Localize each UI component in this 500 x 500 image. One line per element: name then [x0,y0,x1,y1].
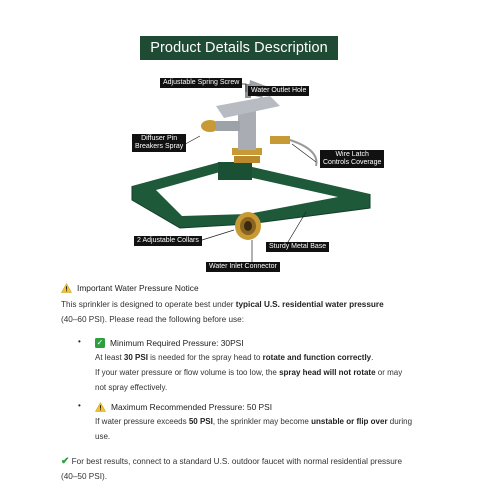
pressure-list [78,335,458,444]
wire-latch [270,136,290,144]
tip-text-2: (40–50 PSI). [61,472,107,481]
collar-bottom [234,156,260,163]
bold-text: rotate and function correctly [262,353,372,362]
min-pressure-title: Minimum Required Pressure: 30PSI [110,337,244,348]
intro-bold: typical U.S. residential water pressure [235,300,384,309]
notice-title: Important Water Pressure Notice [77,283,199,293]
text: use. [95,432,111,441]
text: or may [375,368,403,377]
text: not spray effectively. [95,383,168,392]
warning-icon [61,283,72,293]
best-results-tip [61,454,451,484]
label-spring-screw: Adjustable Spring Screw [160,78,242,88]
label-outlet-hole: Water Outlet Hole [248,86,309,96]
list-item-max-pressure [78,399,458,444]
inlet-connector [235,212,261,240]
bullet-dot: • [78,401,81,410]
page-title: Product Details Description [140,36,338,60]
text: If your water pressure or flow volume is too low, the [95,368,280,377]
bullet-dot: • [78,337,81,346]
min-pressure-body [95,350,458,395]
label-inlet: Water Inlet Connector [206,262,280,272]
tip-text: For best results, connect to a standard U.S. outdoor faucet with normal residential pressure [71,457,403,466]
notice-heading [61,283,451,293]
min-pressure-heading [95,335,458,350]
intro-text-2: (40–60 PSI). Please read the following before use: [61,315,244,324]
check-box-icon: ✓ [96,337,104,347]
text: At least [95,353,124,362]
max-pressure-heading [95,399,458,414]
max-pressure-body [95,414,458,444]
text: during [387,417,413,426]
text: . [371,353,374,362]
product-diagram [120,66,390,276]
text: , the sprinkler may become [212,417,312,426]
label-diffuser-line1: Diffuser Pin [141,135,178,142]
bold-text: unstable or flip over [311,417,388,426]
intro-text: This sprinkler is designed to operate best under [61,300,236,309]
label-diffuser [132,134,186,152]
label-diffuser-line2: Breakers Spray [135,143,184,150]
check-icon: ✔ [61,456,70,467]
label-wire-latch [320,150,384,168]
list-item-min-pressure [78,335,458,395]
label-base: Sturdy Metal Base [266,242,329,252]
text: If water pressure exceeds [95,417,189,426]
label-collars: 2 Adjustable Collars [134,236,202,246]
label-latch-line2: Controls Coverage [323,159,382,166]
text: is needed for the spray head to [147,353,263,362]
max-pressure-title: Maximum Recommended Pressure: 50 PSI [111,401,273,412]
bold-text: 50 PSI [188,417,213,426]
notice-intro [61,297,451,327]
bold-text: spray head will not rotate [279,368,376,377]
warning-icon [95,402,106,412]
label-latch-line1: Wire Latch [335,151,369,158]
bold-text: 30 PSI [123,353,148,362]
